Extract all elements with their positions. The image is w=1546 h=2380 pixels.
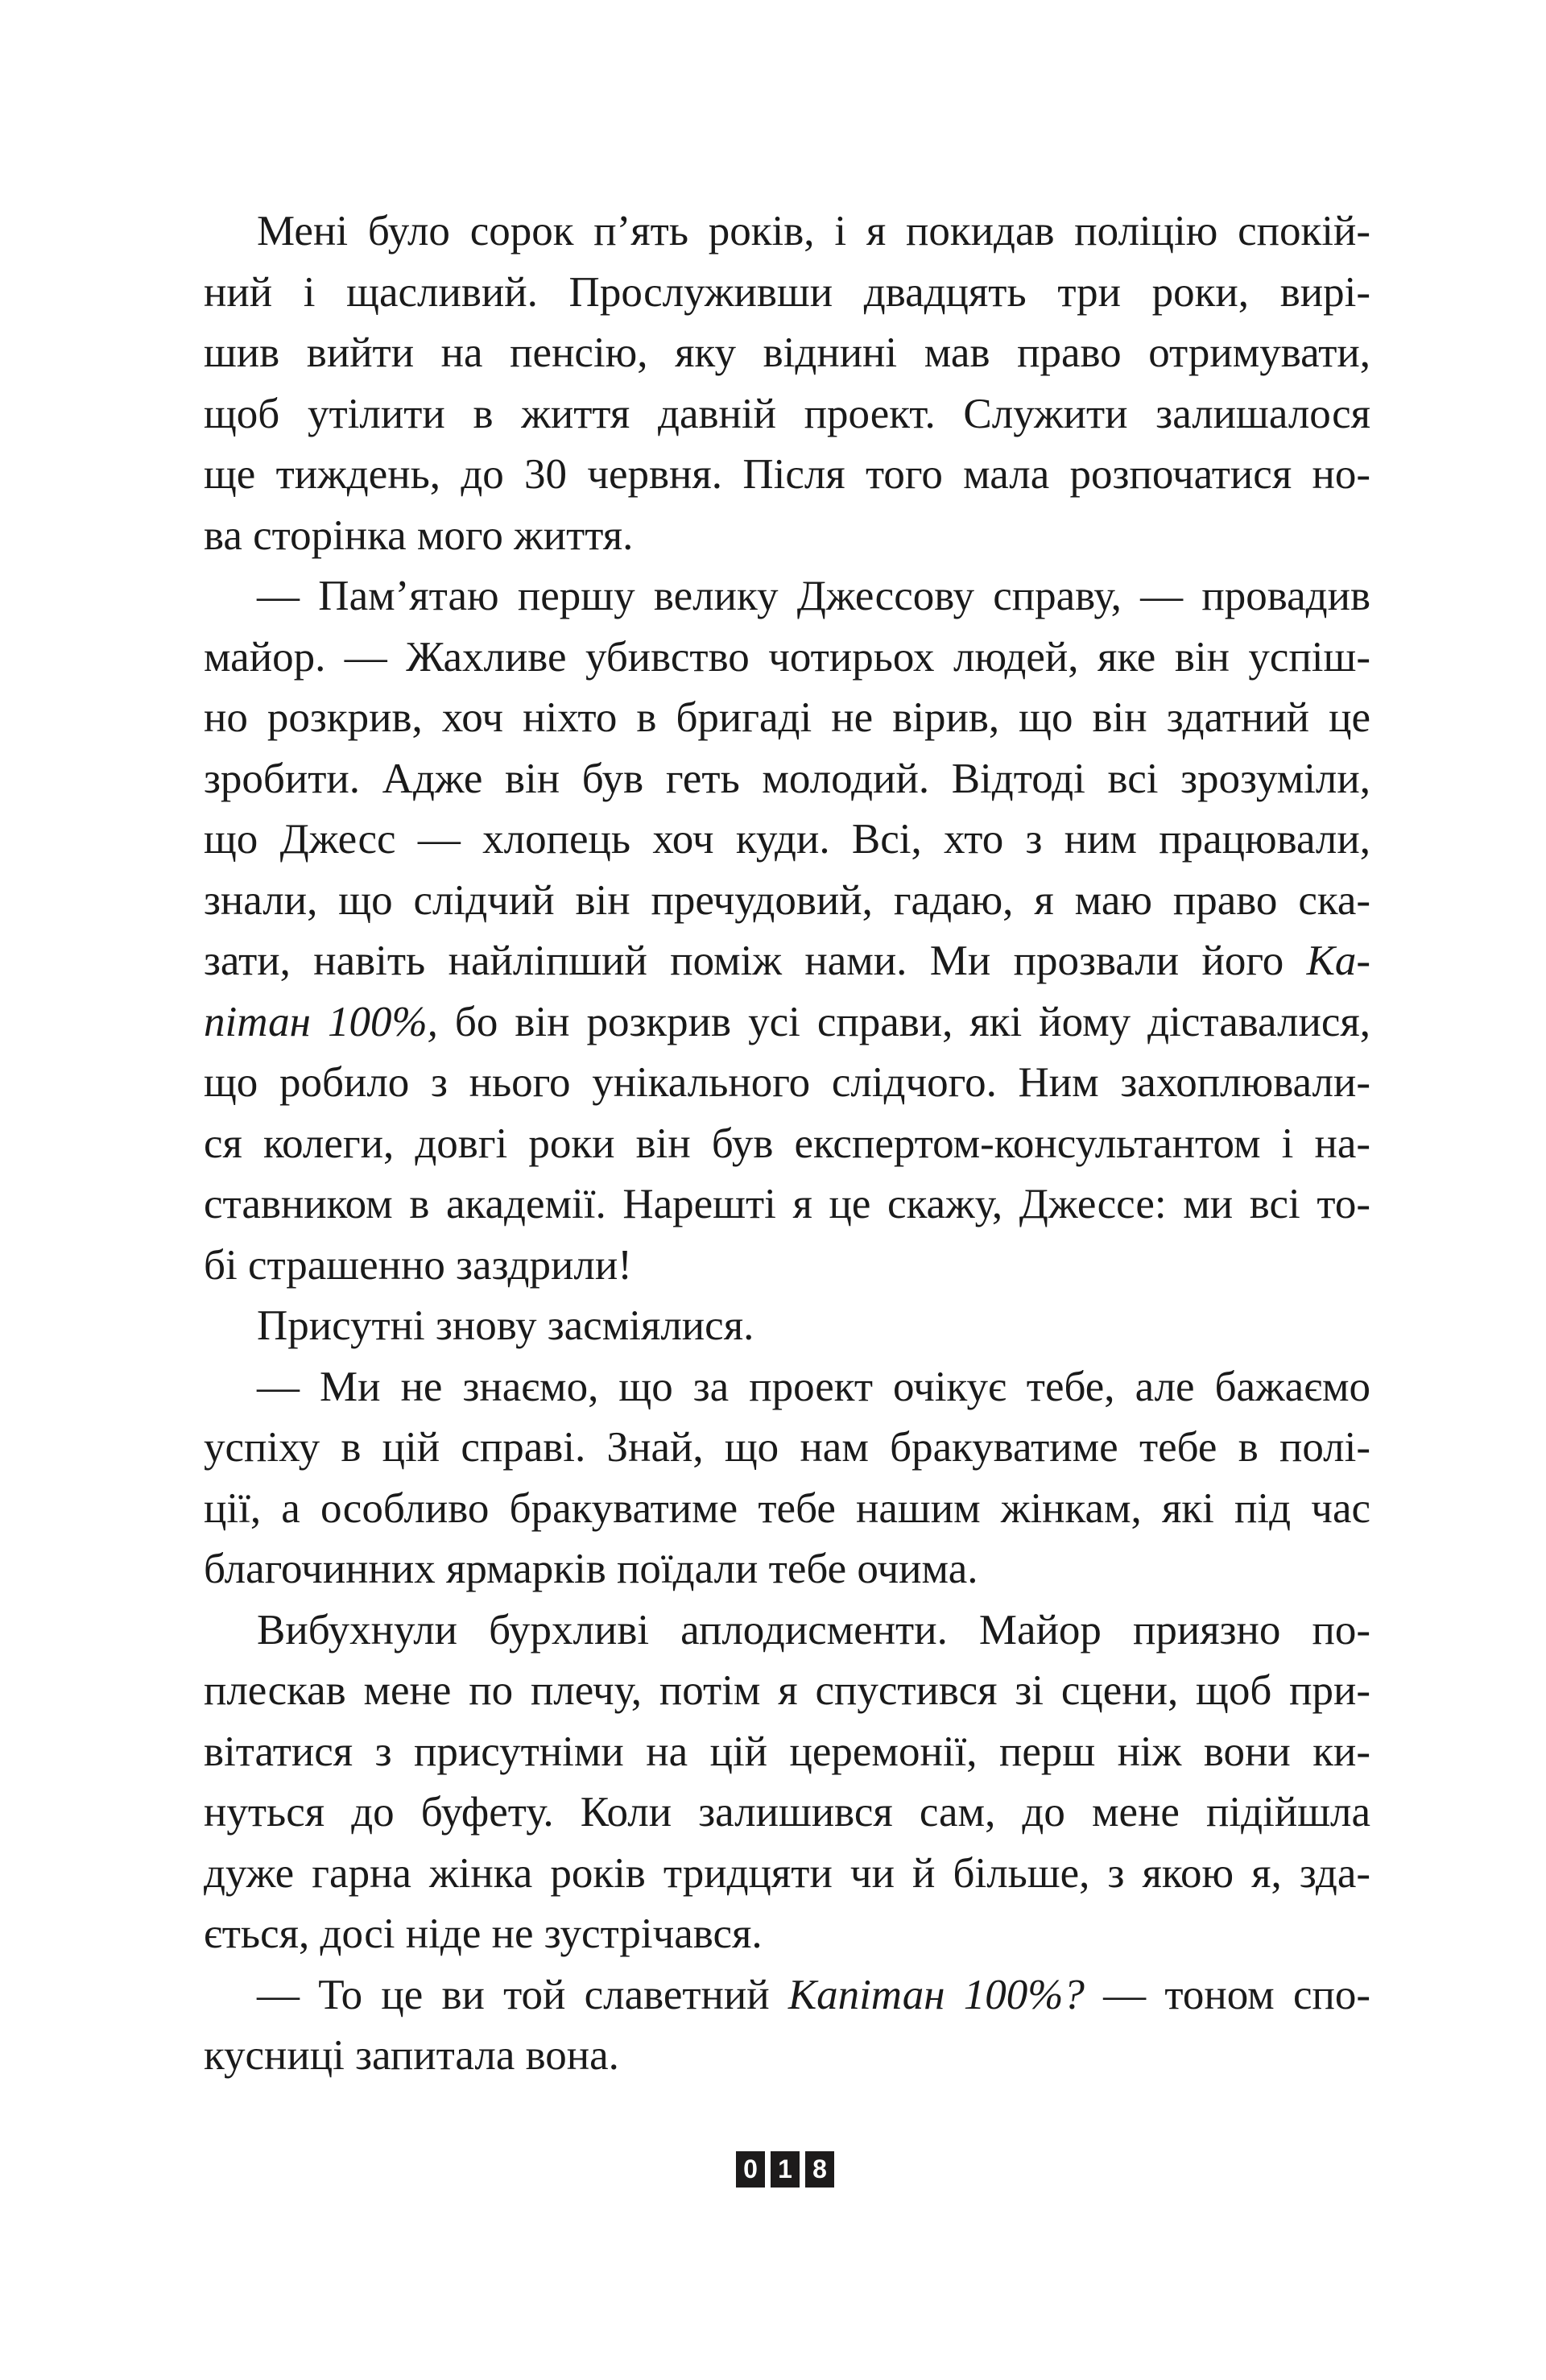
text-line	[204, 445, 1370, 506]
text-segment: зати, навіть найліпший поміж нами. Ми прозвали його	[204, 938, 1307, 984]
text-line	[204, 263, 1370, 324]
text-line	[204, 506, 1370, 567]
text-line	[204, 931, 1370, 992]
text-segment: благочинних ярмарків поїдали тебе очима.	[204, 1546, 978, 1592]
text-line	[204, 1965, 1370, 2026]
text-line	[204, 1844, 1370, 1905]
text-segment: вітатися з присутніми на цій церемонії, перш ніж вони ки-	[204, 1728, 1370, 1775]
text-line	[204, 1479, 1370, 1540]
text-segment: — Пам’ятаю першу велику Джессову справу, — провадив	[257, 573, 1370, 619]
text-segment: успіху в цій справі. Знай, що нам бракуватиме тебе в полі-	[204, 1424, 1370, 1471]
text-segment: ний і щасливий. Прослуживши двадцять три роки, вирі-	[204, 268, 1370, 316]
text-segment: — тоном спо-	[1084, 1971, 1370, 2018]
paragraph	[204, 1965, 1370, 2087]
paragraph	[204, 1600, 1370, 1965]
text-segment: дуже гарна жінка років тридцяти чи й більше, з якою я, зда-	[204, 1849, 1370, 1897]
text-segment: ється, досі ніде не зустрічався.	[204, 1910, 763, 1957]
page-number	[736, 2151, 834, 2188]
text-line	[204, 627, 1370, 689]
text-segment: що Джесс — хлопець хоч куди. Всі, хто з ним працювали,	[204, 816, 1370, 863]
text-segment: зробити. Адже він був геть молодий. Відтоді всі зрозуміли,	[204, 755, 1370, 802]
paragraph	[204, 1296, 1370, 1357]
text-line	[204, 1661, 1370, 1722]
paragraph	[204, 566, 1370, 1296]
text-line	[204, 1296, 1370, 1357]
text-line	[204, 749, 1370, 810]
text-segment: шив вийти на пенсію, яку віднині мав право отримувати,	[204, 329, 1370, 376]
text-line	[204, 1782, 1370, 1844]
text-segment: бі страшенно заздрили!	[204, 1241, 632, 1289]
text-line	[204, 992, 1370, 1053]
text-line	[204, 2026, 1370, 2087]
text-block	[204, 201, 1370, 2087]
paragraph	[204, 201, 1370, 566]
paragraph	[204, 1357, 1370, 1600]
text-line	[204, 688, 1370, 749]
page-number-digit-box: 1	[771, 2151, 800, 2188]
text-segment: щоб утілити в життя давній проект. Служити залишалося	[204, 390, 1370, 437]
text-segment: ще тиждень, до 30 червня. Після того мала розпочатися но-	[204, 451, 1370, 498]
text-segment: Присутні знову засміялися.	[257, 1302, 754, 1349]
text-line	[204, 201, 1370, 263]
page-number-digit-box: 0	[736, 2151, 765, 2188]
text-line	[204, 1174, 1370, 1236]
text-segment: ва сторінка мого життя.	[204, 511, 634, 559]
text-line	[204, 1357, 1370, 1418]
text-segment: ставником в академії. Нарешті я це скажу, Джессе: ми всі то-	[204, 1181, 1370, 1227]
text-segment: плескав мене по плечу, потім я спустився зі сцени, щоб при-	[204, 1667, 1370, 1714]
text-segment: но розкрив, хоч ніхто в бригаді не вірив, що він здатний це	[204, 694, 1370, 741]
text-line	[204, 566, 1370, 627]
text-line	[204, 1904, 1370, 1965]
text-segment: майор. — Жахливе убивство чотирьох людей, яке він успіш-	[204, 633, 1370, 681]
text-line	[204, 1722, 1370, 1783]
text-segment: Мені було сорок п’ять років, і я покидав поліцію спокій-	[257, 208, 1370, 255]
text-segment: — То це ви той славетний	[257, 1971, 788, 2018]
italic-text-segment: Ка-	[1306, 938, 1370, 984]
text-segment: що робило з нього унікального слідчого. Ним захоплювали-	[204, 1059, 1370, 1106]
italic-text-segment: пітан 100%,	[204, 998, 438, 1045]
text-line	[204, 1418, 1370, 1479]
text-segment: кусниці запитала вона.	[204, 2032, 619, 2079]
text-segment: Вибухнули бурхливі аплодисменти. Майор приязно по-	[257, 1606, 1370, 1654]
text-segment: бо він розкрив усі справи, які йому діставалися,	[437, 998, 1370, 1045]
text-line	[204, 1236, 1370, 1297]
text-line	[204, 1053, 1370, 1114]
text-segment: ції, а особливо бракуватиме тебе нашим жінкам, які під час	[204, 1484, 1370, 1532]
text-line	[204, 809, 1370, 871]
text-segment: ся колеги, довгі роки він був експертом-консультантом і на-	[204, 1120, 1370, 1167]
text-line	[204, 1114, 1370, 1175]
text-line	[204, 384, 1370, 445]
text-segment: — Ми не знаємо, що за проект очікує тебе, але бажаємо	[257, 1363, 1370, 1410]
text-line	[204, 871, 1370, 932]
page-number-digit-box: 8	[805, 2151, 834, 2188]
text-segment: нуться до буфету. Коли залишився сам, до мене підійшла	[204, 1789, 1370, 1836]
text-line	[204, 323, 1370, 384]
italic-text-segment: Капітан 100%?	[787, 1971, 1085, 2018]
text-line	[204, 1600, 1370, 1662]
text-line	[204, 1539, 1370, 1600]
text-segment: знали, що слідчий він пречудовий, гадаю, я маю право ска-	[204, 876, 1370, 924]
